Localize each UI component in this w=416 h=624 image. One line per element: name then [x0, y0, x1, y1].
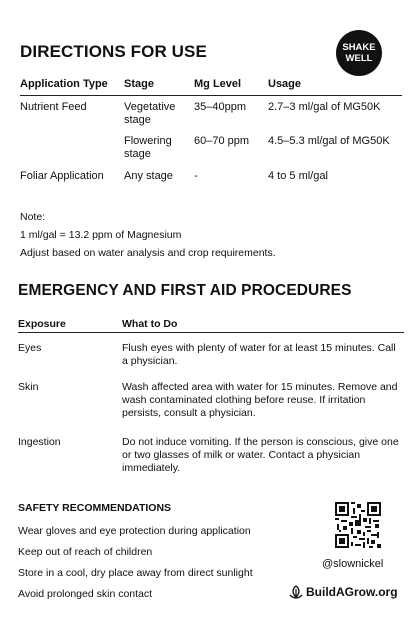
list-item: Keep out of reach of children: [18, 546, 153, 558]
header-mg-level: Mg Level: [194, 78, 242, 90]
cell-action: Flush eyes with plenty of water for at least 15 minutes. Call a physician.: [122, 342, 396, 367]
header-application-type: Application Type: [20, 78, 108, 90]
note-label: Note:: [20, 211, 46, 223]
list-item: Avoid prolonged skin contact: [18, 588, 153, 600]
qr-code-icon[interactable]: [335, 502, 381, 548]
badge-line-2: WELL: [345, 53, 373, 64]
directions-title: DIRECTIONS FOR USE: [20, 42, 207, 61]
table-row: [20, 135, 402, 170]
brand-link[interactable]: [289, 585, 398, 599]
cell-type: Nutrient Feed: [20, 101, 87, 113]
directions-table: [20, 78, 402, 190]
note-block: [20, 208, 276, 262]
emergency-title: EMERGENCY AND FIRST AID PROCEDURES: [18, 282, 352, 299]
shake-well-badge: [336, 30, 382, 76]
cell-stage: Flowering stage: [124, 135, 172, 160]
safety-title: SAFETY RECOMMENDATIONS: [18, 502, 172, 514]
directions-table-header: [20, 78, 402, 96]
cell-mg: 35–40ppm: [194, 101, 246, 113]
table-row: [20, 101, 402, 135]
table-row: [20, 170, 402, 190]
cell-action: Do not induce vomiting. If the person is conscious, give one or two glasses of milk or water. Contact a physician immediately.: [122, 436, 399, 474]
safety-list: [18, 525, 253, 609]
header-what-to-do: What to Do: [122, 318, 178, 330]
list-item: Wear gloves and eye protection during application: [18, 525, 251, 537]
social-handle[interactable]: @slownickel: [322, 558, 384, 570]
header-exposure: Exposure: [18, 318, 66, 330]
cell-type: Foliar Application: [20, 170, 104, 182]
first-aid-table: [18, 318, 404, 480]
header-stage: Stage: [124, 78, 154, 90]
cell-usage: 2.7–3 ml/gal of MG50K: [268, 101, 381, 113]
cell-usage: 4 to 5 ml/gal: [268, 170, 328, 182]
cell-stage: Vegetative stage: [124, 101, 176, 126]
first-aid-table-header: [18, 318, 404, 333]
cell-usage: 4.5–5.3 ml/gal of MG50K: [268, 135, 390, 147]
list-item: Store in a cool, dry place away from direct sunlight: [18, 567, 253, 579]
hand-leaf-icon: [289, 585, 303, 599]
cell-action: Wash affected area with water for 15 minutes. Remove and wash contaminated clothing before reuse. If irritation persists, consult a physician.: [122, 381, 398, 419]
note-adjust: Adjust based on water analysis and crop requirements.: [20, 247, 276, 259]
cell-mg: 60–70 ppm: [194, 135, 250, 147]
cell-exposure: Eyes: [18, 342, 42, 354]
table-row: [18, 342, 404, 381]
badge-line-1: SHAKE: [342, 42, 376, 53]
table-row: [18, 381, 404, 436]
brand-name: BuildAGrow.org: [306, 585, 398, 599]
cell-exposure: Skin: [18, 381, 39, 393]
cell-mg: -: [194, 170, 198, 182]
cell-exposure: Ingestion: [18, 436, 61, 448]
note-conversion: 1 ml/gal = 13.2 ppm of Magnesium: [20, 229, 182, 241]
table-row: [18, 436, 404, 480]
header-usage: Usage: [268, 78, 302, 90]
cell-stage: Any stage: [124, 170, 173, 182]
